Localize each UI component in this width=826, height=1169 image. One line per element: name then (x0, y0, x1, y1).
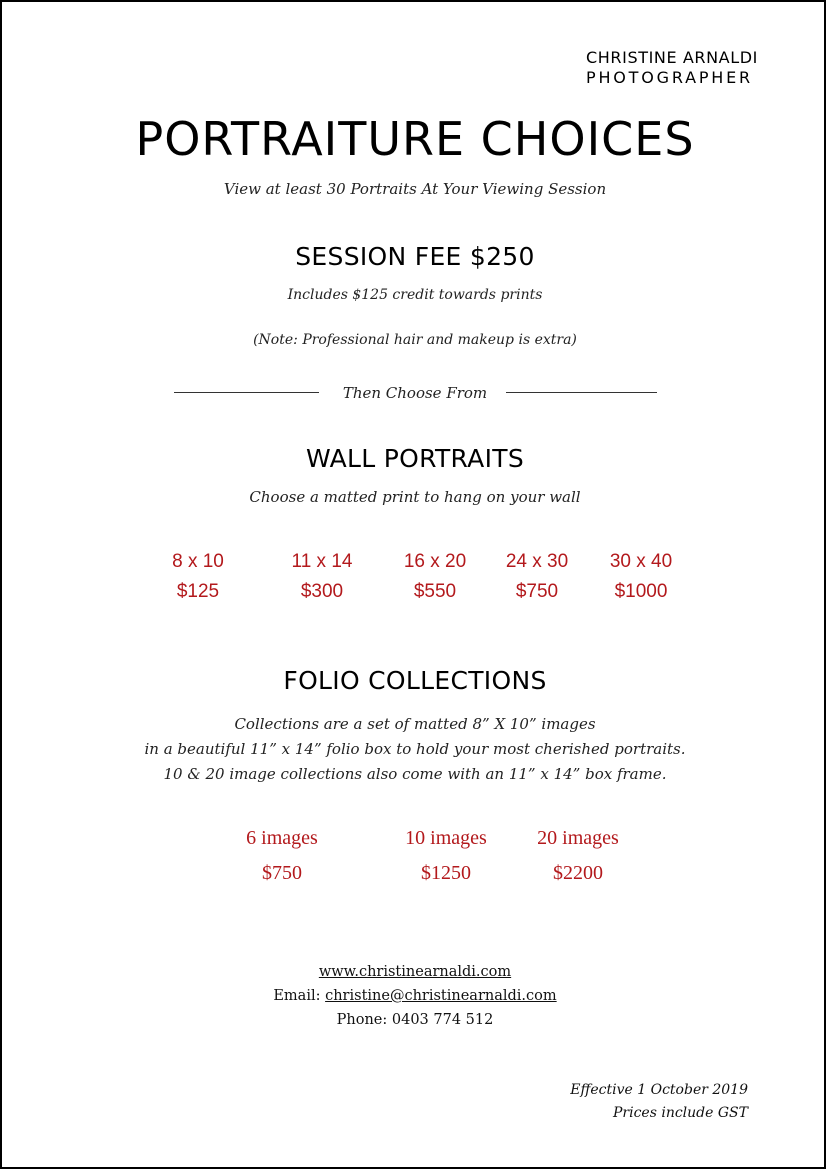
folio-description-line: 10 & 20 image collections also come with an 11” x 14” box frame. (163, 765, 667, 783)
wall-portraits-description: Choose a matted print to hang on your wall (249, 488, 581, 506)
wall-size-label: 24 x 30 (505, 551, 569, 572)
divider-line-right (506, 392, 657, 393)
email-link[interactable]: christine@christinearnaldi.com (325, 988, 557, 1004)
folio-description (2, 712, 826, 787)
wall-size-item (487, 551, 587, 603)
wall-price-table (2, 551, 826, 611)
session-note-text: (Note: Professional hair and makeup is extra) (253, 332, 577, 348)
session-credit-text: Includes $125 credit towards prints (287, 287, 543, 303)
footer-block (570, 1079, 748, 1125)
brand-name: CHRISTINE ARNALDI (586, 48, 758, 67)
contact-block (2, 960, 826, 1032)
session-fee-heading: SESSION FEE $250 (295, 242, 535, 271)
wall-size-price: $750 (515, 581, 559, 602)
folio-option (518, 827, 638, 885)
gst-note: Prices include GST (613, 1105, 748, 1121)
page-subtitle: View at least 30 Portraits At Your Viewing Session (223, 180, 607, 198)
brand-role: PHOTOGRAPHER (586, 68, 753, 87)
folio-option (222, 827, 342, 885)
wall-portraits-heading: WALL PORTRAITS (305, 444, 524, 473)
brand-block (586, 48, 758, 88)
wall-size-price: $550 (413, 581, 457, 602)
folio-price-table (2, 827, 826, 897)
wall-size-label: 30 x 40 (609, 551, 673, 572)
folio-option-label: 6 images (246, 827, 318, 849)
wall-size-label: 8 x 10 (172, 551, 224, 572)
divider-text: Then Choose From (342, 384, 488, 402)
folio-option-price: $750 (262, 862, 302, 884)
wall-size-item (148, 551, 248, 603)
wall-size-item (385, 551, 485, 603)
phone-text: Phone: 0403 774 512 (336, 1012, 494, 1028)
folio-option-label: 10 images (405, 827, 487, 849)
wall-size-price: $300 (300, 581, 344, 602)
wall-size-label: 16 x 20 (403, 551, 467, 572)
wall-size-item (272, 551, 372, 603)
folio-collections-heading: FOLIO COLLECTIONS (283, 666, 547, 695)
website-link[interactable]: www.christinearnaldi.com (318, 964, 512, 980)
folio-option-label: 20 images (537, 827, 619, 849)
folio-option (386, 827, 506, 885)
page-title: PORTRAITURE CHOICES (135, 112, 695, 166)
folio-option-price: $2200 (553, 862, 603, 884)
wall-size-price: $1000 (614, 581, 668, 602)
folio-description-line: Collections are a set of matted 8” X 10” images (234, 715, 596, 733)
folio-option-price: $1250 (421, 862, 471, 884)
email-label: Email: (273, 988, 326, 1004)
wall-size-price: $125 (176, 581, 220, 602)
effective-date: Effective 1 October 2019 (570, 1082, 748, 1098)
folio-description-line: in a beautiful 11” x 14” folio box to hold your most cherished portraits. (144, 740, 686, 758)
wall-size-item (591, 551, 691, 603)
wall-size-label: 11 x 14 (291, 551, 353, 572)
